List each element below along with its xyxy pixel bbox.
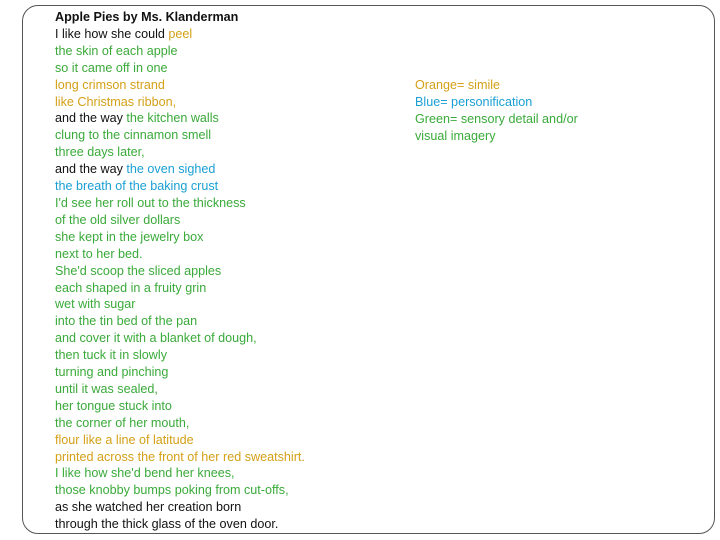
poem-segment-orange: flour like a line of latitude (55, 432, 194, 447)
poem-line (55, 26, 405, 43)
poem-segment-orange: like Christmas ribbon, (55, 94, 177, 109)
legend-personification: Blue= personification (415, 94, 533, 109)
poem-segment-green: clung to the cinnamon smell (55, 128, 212, 143)
poem-title: Apple Pies by Ms. Klanderman (55, 10, 239, 24)
poem-line (55, 482, 405, 499)
poem-line (55, 127, 405, 144)
poem (55, 9, 405, 533)
poem-segment-orange: printed across the front of her red sweatshirt. (55, 449, 305, 464)
poem-segment-blue: the oven sighed (126, 162, 216, 177)
poem-line (55, 60, 405, 77)
poem-line (55, 229, 405, 246)
poem-segment-green: wet with sugar (55, 297, 136, 312)
poem-segment-green: into the tin bed of the pan (55, 314, 198, 329)
poem-segment-green: she kept in the jewelry box (55, 229, 204, 244)
poem-line (55, 110, 405, 127)
poem-line (55, 432, 405, 449)
poem-line (55, 465, 405, 482)
poem-line (55, 499, 405, 516)
poem-segment-black: and the way (55, 162, 127, 177)
poem-line (55, 313, 405, 330)
poem-segment-green: her tongue stuck into (55, 398, 172, 413)
poem-segment-green: the kitchen walls (126, 111, 219, 126)
poem-line (55, 280, 405, 297)
poem-segment-green: She'd scoop the sliced apples (55, 263, 222, 278)
legend-sensory: Green= sensory detail and/or (415, 111, 578, 126)
poem-lines (55, 26, 405, 533)
poem-line (55, 161, 405, 178)
poem-segment-green: those knobby bumps poking from cut-offs, (55, 483, 289, 498)
poem-segment-green: and cover it with a blanket of dough, (55, 331, 257, 346)
poem-line (55, 144, 405, 161)
poem-line (55, 347, 405, 364)
poem-line (55, 415, 405, 432)
poem-line (55, 43, 405, 60)
poem-segment-green: until it was sealed, (55, 381, 158, 396)
poem-line (55, 77, 405, 94)
poem-segment-green: then tuck it in slowly (55, 348, 167, 363)
poem-line (55, 516, 405, 533)
poem-segment-black: I like how she could (55, 26, 169, 41)
poem-segment-orange: long crimson strand (55, 77, 165, 92)
poem-segment-green: each shaped in a fruity grin (55, 280, 207, 295)
poem-line (55, 246, 405, 263)
poem-segment-black: as she watched her creation born (55, 500, 242, 515)
poem-segment-green: so it came off in one (55, 60, 168, 75)
poem-line (55, 178, 405, 195)
poem-segment-green: of the old silver dollars (55, 212, 181, 227)
poem-line (55, 381, 405, 398)
poem-line (55, 330, 405, 347)
poem-line (55, 94, 405, 111)
color-legend (415, 77, 675, 145)
poem-line (55, 263, 405, 280)
poem-segment-green: next to her bed. (55, 246, 143, 261)
poem-segment-green: turning and pinching (55, 365, 169, 380)
legend-simile: Orange= simile (415, 78, 501, 92)
poem-line (55, 398, 405, 415)
poem-line (55, 212, 405, 229)
poem-segment-green: I'd see her roll out to the thickness (55, 195, 246, 210)
poem-line (55, 364, 405, 381)
poem-segment-black: through the thick glass of the oven door. (55, 517, 279, 532)
legend-sensory-continued: visual imagery (415, 128, 496, 143)
poem-segment-orange: peel (168, 26, 193, 41)
poem-line (55, 449, 405, 466)
poem-segment-green: I like how she'd bend her knees, (55, 466, 235, 481)
poem-line (55, 296, 405, 313)
poem-segment-green: the corner of her mouth, (55, 415, 190, 430)
poem-segment-green: the skin of each apple (55, 43, 178, 58)
poem-line (55, 195, 405, 212)
poem-segment-green: three days later, (55, 145, 145, 160)
poem-segment-black: and the way (55, 111, 127, 126)
poem-segment-blue: the breath of the baking crust (55, 179, 219, 194)
